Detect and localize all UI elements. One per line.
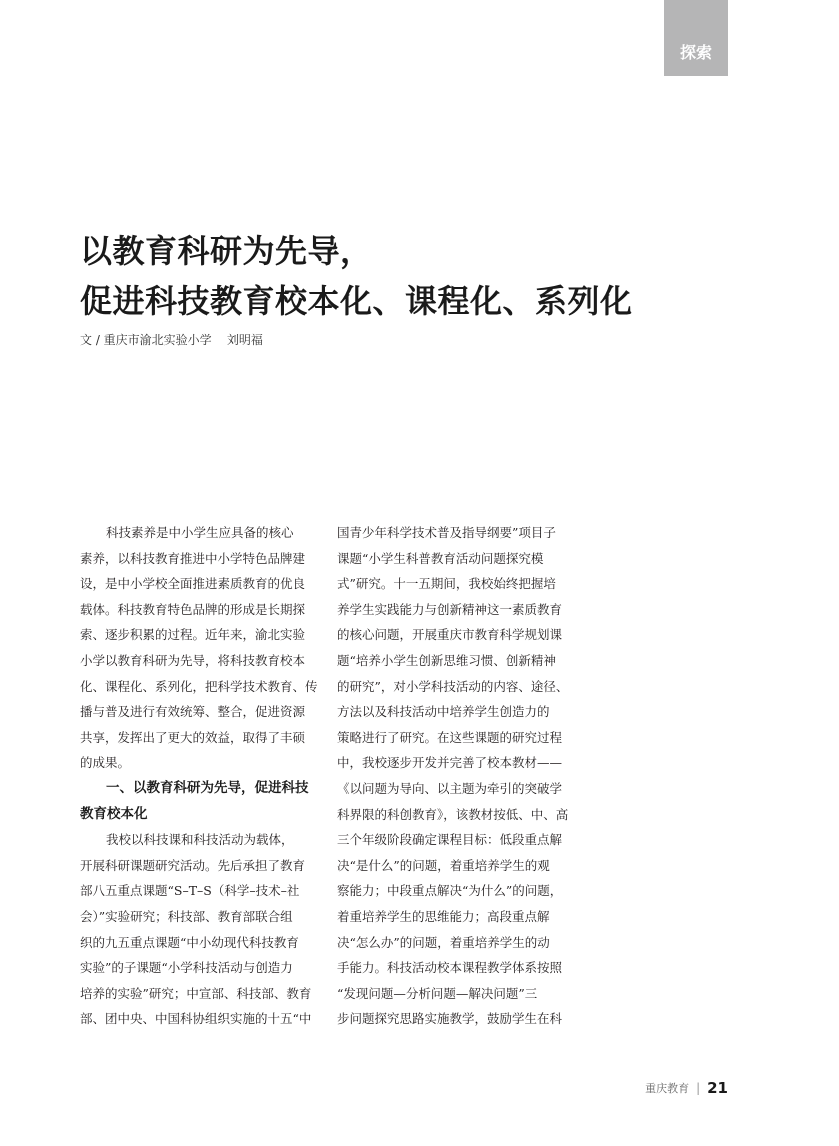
body-text-line: 手能力。科技活动校本课程教学体系按照 [337, 960, 563, 976]
body-text-line: 会）”实验研究；科技部、教育部联合组 [80, 908, 293, 924]
body-text-line: 培养的实验”研究；中宣部、科技部、教育 [80, 985, 312, 1001]
body-text-line: 的研究”，对小学科技活动的内容、途径、 [337, 678, 569, 694]
page-footer [645, 1079, 728, 1097]
body-text-line: 载体。科技教育特色品牌的形成是长期探 [80, 601, 306, 617]
title-line-2: 促进科技教育校本化、课程化、系列化 [80, 282, 633, 320]
section-heading-line: 一、以教育科研为先导，促进科技 [106, 779, 309, 796]
body-text-line: 决“怎么办”的问题，着重培养学生的动 [337, 934, 550, 950]
section-tag [664, 0, 728, 76]
body-text-line: 实验”的子课题“小学科技活动与创造力 [80, 960, 293, 976]
article-title [80, 226, 633, 326]
body-text-line: 科界限的科创教育》，该教材按低、中、高 [337, 806, 569, 822]
body-text-line: 课题“小学生科普教育活动问题探究模 [337, 550, 544, 566]
body-text-line: 部、团中央、中国科协组织实施的十五“中 [80, 1011, 312, 1027]
body-text-line: 开展科研课题研究活动。先后承担了教育 [80, 857, 306, 873]
body-column-right [337, 520, 577, 1032]
body-text-line: 决“是什么”的问题，着重培养学生的观 [337, 857, 550, 873]
body-text-line: 养学生实践能力与创新精神这一素质教育 [337, 601, 563, 617]
section-tag-label: 探索 [679, 43, 712, 62]
body-text-line: 小学以教育科研为先导，将科技教育校本 [80, 652, 306, 668]
body-text-line: 国青少年科学技术普及指导纲要”项目子 [337, 525, 556, 540]
journal-name: 重庆教育 [645, 1082, 690, 1095]
body-text-line: 中，我校逐步开发并完善了校本教材—— [337, 755, 563, 771]
page-number: 21 [707, 1079, 728, 1097]
body-text-line: 索、逐步积累的过程。近年来，渝北实验 [80, 627, 306, 643]
body-text-line: 共享，发挥出了更大的效益，取得了丰硕 [80, 729, 306, 745]
body-text-line: 步问题探究思路实施教学，鼓励学生在科 [337, 1011, 563, 1027]
body-text-line: 方法以及科技活动中培养学生创造力的 [337, 704, 550, 720]
body-text-line: 素养，以科技教育推进中小学特色品牌建 [80, 550, 306, 566]
body-text-line: 的核心问题，开展重庆市教育科学规划课 [337, 627, 563, 643]
body-text-line: 播与普及进行有效统筹、整合，促进资源 [80, 704, 306, 720]
body-text-line: 式”研究。十一五期间，我校始终把握培 [337, 576, 556, 592]
body-text-line: 题“培养小学生创新思维习惯、创新精神 [337, 652, 556, 668]
body-text-line: 科技素养是中小学生应具备的核心 [106, 525, 294, 540]
body-text-line: 《以问题为导向、以主题为牵引的突破学 [337, 780, 563, 796]
body-text-line: “发现问题—分析问题—解决问题”三 [337, 985, 538, 1001]
body-column-left [80, 520, 320, 1032]
body-text-line: 三个年级阶段确定课程目标：低段重点解 [337, 832, 563, 848]
footer-separator: | [696, 1081, 701, 1095]
body-text-line: 我校以科技课和科技活动为载体， [106, 832, 294, 848]
body-text-line: 察能力；中段重点解决“为什么”的问题， [337, 883, 563, 899]
body-text-line: 织的九五重点课题“中小幼现代科技教育 [80, 934, 299, 950]
section-heading-line: 教育校本化 [80, 805, 148, 822]
body-text-line: 策略进行了研究。在这些课题的研究过程 [337, 729, 563, 745]
body-text-line: 化、课程化、系列化，把科学技术教育、传 [80, 678, 318, 694]
body-text-line: 部八五重点课题“S–T–S（科学–技术–社 [80, 883, 300, 899]
author-byline: 文 / 重庆市渝北实验小学 刘明福 [80, 333, 263, 347]
body-text-line: 着重培养学生的思维能力；高段重点解 [337, 908, 550, 924]
body-text-line: 的成果。 [80, 755, 131, 771]
body-text-line: 设，是中小学校全面推进素质教育的优良 [80, 576, 306, 592]
title-line-1: 以教育科研为先导， [80, 232, 373, 270]
